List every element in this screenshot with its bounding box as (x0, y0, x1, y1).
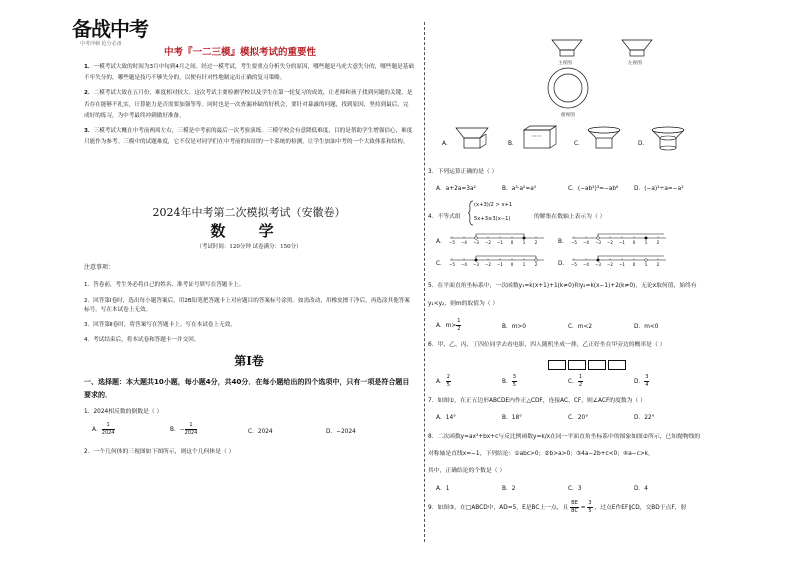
q4-option-c: C． (436, 261, 446, 267)
front-view-label: 主视图 (558, 61, 572, 66)
volume-heading: 第Ⅰ卷 (234, 354, 264, 368)
q3-option-b: B．a³·a²=a⁵ (502, 186, 537, 192)
q7-option-c: C．20° (568, 415, 589, 421)
tick-label: 2 (656, 262, 660, 267)
tick-label: 2 (534, 240, 538, 245)
tip-item: 1．一模考试大致的时间为3月中旬到4月之间。经过一模考试，考生要重点分析失分的原因，哪些题是马虎大意失分的，哪些题是基础不牢失分的，哪些题是技巧不够失分的，以便有针对性地制定出正确的复习策略。 (84, 64, 414, 82)
exam-title: 2024年中考第二次模拟考试（安徽卷） (152, 206, 346, 219)
tick-label: 2 (534, 262, 538, 267)
tick-label: −2 (607, 262, 613, 267)
tick-label: 0 (632, 240, 636, 245)
tick-label: 1 (522, 240, 526, 245)
exam-meta: （考试时间：120分钟 试卷满分：150分） (196, 244, 302, 250)
tick-label: 1 (644, 262, 648, 267)
q2-figure-b (520, 126, 560, 154)
q7-option-d: D．22° (634, 415, 655, 421)
inequality-2: 5x+3≥3(x−1) (474, 216, 511, 222)
q6-option-a: A． $\frac{2}{5}$ (436, 374, 450, 388)
tick-label: −3 (473, 262, 479, 267)
q5-option-a: A．m> $\frac{1}{2}$ (436, 318, 461, 332)
q6-option-d: D． $\frac{3}{4}$ (634, 374, 649, 388)
exam-subject: 数 学 (210, 222, 288, 240)
solution-range (598, 234, 664, 238)
q3-option-d: D．(−a)²÷a=−a² (634, 186, 684, 192)
endpoint-dot (645, 237, 648, 240)
q2-option-a: A． (442, 141, 452, 147)
question-3-stem: 3．下列运算正确的是（ ） (428, 169, 498, 175)
number-line-b (570, 232, 690, 250)
option-a: A． $\frac{1}{2024}$ (92, 422, 115, 436)
endpoint-dot (535, 259, 538, 262)
q6-option-b: B． $\frac{3}{5}$ (502, 374, 516, 388)
option-c: C．2024 (248, 429, 273, 435)
tick-label: −1 (619, 240, 625, 245)
endpoint-dot (475, 237, 478, 240)
option-b: B．− $\frac{1}{2024}$ (170, 422, 198, 436)
tip-item: 2．二模考试大致在五月份，难度相对较大。这次考试主要检测学校以及学生在第一轮复习的成效，让老师和孩子找到问题的关键，是否存在能够不扎实，计算能力是否需要加强等等。同时也是一次查漏补缺的好机会，要针对暴露的问题，找到原因，坚持到最后，完成好的练习，为中考最终冲刺做好准备。 (84, 90, 413, 119)
solution-range (598, 256, 664, 260)
tick-label: −1 (497, 240, 503, 245)
question-6-stem: 6．甲、乙、丙、丁四位同学去看电影，四人随机坐成一排，乙正好坐在甲旁边的概率是（ ） (428, 342, 666, 348)
tick-label: −4 (583, 240, 589, 245)
q2-option-d: D． (638, 141, 649, 147)
tips-block (84, 62, 414, 152)
tick-label: 0 (510, 240, 514, 245)
right-column (428, 0, 768, 562)
column-divider (424, 22, 425, 542)
q7-option-b: B．18° (502, 415, 523, 421)
section-heading: 一、选择题：本大题共10小题，每小题4分，共40分．在每小题给出的四个选项中，只有一项是符合题目要求的． (84, 378, 410, 399)
tick-label: 2 (656, 240, 660, 245)
tick-label: −3 (473, 240, 479, 245)
note-item: 4．考试结束后，将本试卷和答题卡一并交回。 (84, 337, 200, 343)
tick-label: 0 (510, 262, 514, 267)
number-line-a (448, 232, 568, 250)
tick-label: −4 (583, 262, 589, 267)
banner-title: 中考『一二三模』模拟考试的重要性 (164, 47, 317, 58)
q5-option-c: C．m<2 (568, 324, 593, 330)
question-4-stem-pre: 4．不等式组 (428, 214, 461, 220)
note-item: 3．回答第Ⅱ卷时，将答案写在答题卡上。写在本试卷上无效。 (84, 321, 236, 328)
q6-option-c: C． $\frac{1}{2}$ (568, 374, 583, 388)
notes-heading: 注意事项： (84, 264, 115, 271)
tick-label: −1 (619, 262, 625, 267)
number-line-c (448, 254, 568, 272)
number-line-d (570, 254, 690, 272)
top-view-label: 俯视图 (561, 113, 575, 118)
question-5-line-1: 5．在平面直角坐标系中，一次函数y₁=k(x+1)+1(k≠0)和y₂=k(x−1)+2(k≠0)，无论x取何值，始终有 (428, 283, 697, 289)
tick-label: −3 (595, 240, 601, 245)
note-item: 2．回答第Ⅰ卷时，选出每小题答案后，用2B铅笔把答题卡上对应题目的答案标号涂黑。如需改动，用橡皮擦干净后，再选涂其他答案标号。写在本试卷上无效。 (84, 297, 410, 313)
tick-label: 1 (644, 240, 648, 245)
question-8-line-1: 8．二次函数y=ax²+bx+c与反比例函数y=k/x在同一平面直角坐标系中的图象如图②所示，已知抛物线的 (428, 434, 701, 440)
tick-label: −2 (607, 240, 613, 245)
tick-label: −5 (449, 240, 455, 245)
q8-option-b: B．2 (502, 486, 516, 492)
tip-item: 3．三模考试大概在中考前两周左右，三模是中考前的最后一次考验演练。三模学校会有意降低难度，目的是帮助学生增强信心，难度只能作为参考。三模中的试题难度，它不仅是对同学们在中考前的知识的一个系统的检测，让学生加油中考的一个大致体系和结构。 (84, 128, 413, 146)
question-4-stem-post: 的解集在数轴上表示为（ ） (534, 214, 606, 220)
question-8-line-3: 其中，正确结论的个数是（ ） (428, 468, 506, 474)
note-item: 1．答卷前，考生务必将自己的姓名、准考证号填写在答题卡上。 (84, 282, 245, 288)
solution-range (476, 256, 536, 260)
seat-box (588, 360, 606, 370)
q8-option-c: C．3 (568, 486, 582, 492)
q4-option-a: A． (436, 239, 446, 245)
endpoint-dot (523, 237, 526, 240)
q8-option-d: D．4 (634, 486, 648, 492)
q3-option-a: A．a+2a=3a² (436, 186, 476, 192)
q4-option-b: B． (558, 239, 568, 245)
seat-box (568, 360, 586, 370)
question-2-stem: 2．一个几何体的三视图如下图所示，则这个几何体是（ ） (84, 449, 235, 455)
tick-label: −2 (485, 240, 491, 245)
q2-option-c: C． (574, 141, 584, 147)
q5-option-b: B．m>0 (502, 324, 526, 330)
q8-option-a: A．1 (436, 486, 450, 492)
tick-label: 0 (632, 262, 636, 267)
seat-box (548, 360, 566, 370)
q7-option-a: A．14° (436, 415, 457, 421)
tick-label: −3 (595, 262, 601, 267)
question-7-stem: 7．如图①，在正五边形ABCDE内作正△CDF，连接AC，CF，则∠ACF的度数为（ ） (428, 398, 646, 404)
left-view-label: 左视图 (628, 61, 642, 66)
q4-option-d: D． (558, 261, 569, 267)
endpoint-dot (645, 259, 648, 262)
q2-figure-a (454, 126, 494, 154)
question-5-line-2: y₁<y₂，则m的取值为（ ） (428, 301, 499, 307)
option-d: D．−2024 (326, 429, 356, 435)
tick-label: −5 (571, 262, 577, 267)
logo-subtitle: 中考冲刺 抢分必备 (80, 41, 122, 47)
tick-label: −4 (461, 240, 467, 245)
notes-list (84, 278, 414, 349)
endpoint-dot (597, 259, 600, 262)
tick-label: −5 (449, 262, 455, 267)
seat-row (548, 355, 628, 374)
q5-option-d: D．m<0 (634, 324, 659, 330)
question-1-stem: 1．2024相反数的倒数是（ ） (84, 409, 163, 415)
tick-label: −5 (571, 240, 577, 245)
q2-figure-d (650, 126, 690, 154)
endpoint-dot (597, 237, 600, 240)
logo-text: 备战中考 (72, 17, 148, 41)
brand-logo (72, 18, 156, 54)
q3-option-c: C．(−ab²)³=−ab⁶ (568, 186, 619, 192)
inequality-1: (x+3)/2 > x+1 (474, 202, 513, 208)
tick-label: −1 (497, 262, 503, 267)
question-8-line-2: 对称轴是直线x=−1，下列结论：①abc>0；②b>a>0；③4a−2b+c<0；④a−c>k， (428, 451, 654, 457)
q2-figure-c (586, 126, 626, 154)
tick-label: 1 (522, 262, 526, 267)
seat-box (608, 360, 626, 370)
q2-option-b: B． (508, 141, 518, 147)
tick-label: −4 (461, 262, 467, 267)
tick-label: −2 (485, 262, 491, 267)
endpoint-dot (475, 259, 478, 262)
question-9-line-1: 9．如图③，在□ABCD中，AD=5，E是BC上一点，且 $\frac{BE}{BC}$ = $\frac{3}{5}$ ，过点E作EF∥CD，交BD于点F，射 (428, 500, 687, 514)
